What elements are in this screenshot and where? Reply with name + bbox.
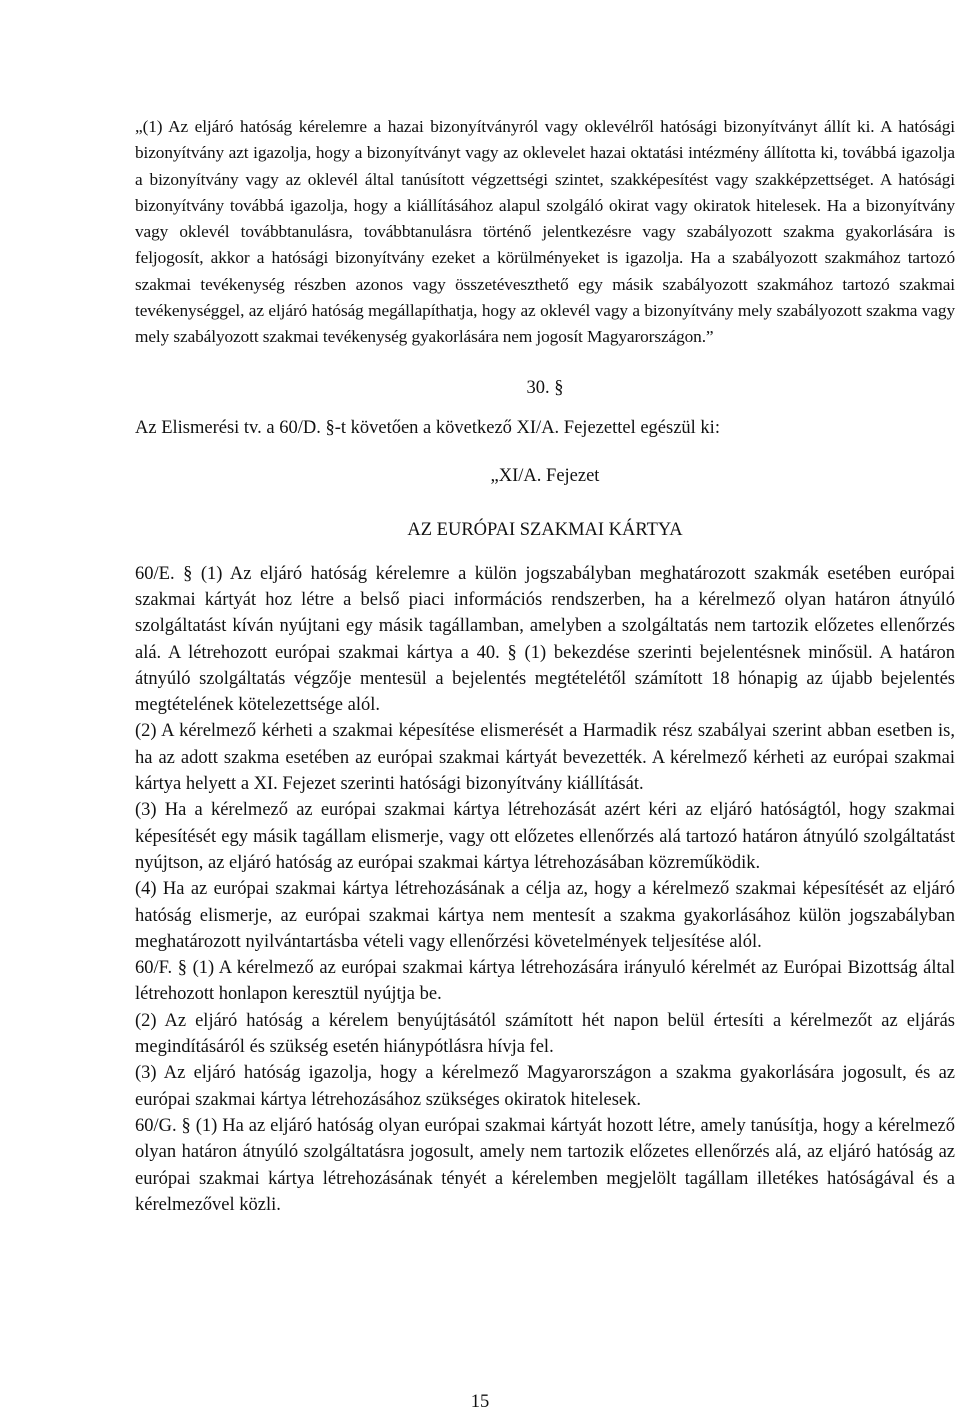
paragraph-60f-3: (3) Az eljáró hatóság igazolja, hogy a kérelmező Magyarországon a szakma gyakorlására jogosult, és az európai szakmai kártya létrehozásához szükséges okiratok hitelesek.	[135, 1063, 955, 1110]
amendment-intro: Az Elismerési tv. a 60/D. §-t követően a következő XI/A. Fejezettel egészül ki:	[135, 417, 720, 438]
document-page	[135, 114, 955, 1218]
paragraph-60f-2: (2) Az eljáró hatóság a kérelem benyújtásától számított hét napon belül értesíti a kérelmezőt az eljárás megindításáról és szükség esetén hiánypótlásra hívja fel.	[135, 1010, 955, 1058]
paragraph-60e-4: (4) Ha az európai szakmai kártya létrehozásának a célja az, hogy a kérelmező szakmai képesítését az eljáró hatóság elismerje, az európai szakmai kártya nem mentesít a szakma gyakorlásához külön jogszabályban meghatározott nyilvántartásba vételi vagy ellenőrzési követelmények teljesítése alól.	[135, 879, 955, 952]
section-number: 30. §	[526, 377, 564, 398]
chapter-label: „XI/A. Fejezet	[490, 465, 600, 486]
paragraph-60e-1: 60/E. § (1) Az eljáró hatóság kérelemre a külön jogszabályban meghatározott szakmák esetében európai szakmai kártyát hoz létre a belső piaci információs rendszerben, ha a kérelmező olyan határon átnyúló szolgáltatást kíván nyújtani egy másik tagállamban, amelyben a szolgáltatás nem tartozik előzetes ellenőrzés alá. A létrehozott európai szakmai kártya a 40. § (1) bekezdése szerinti bejelentésnek minősül. A határon átnyúló szolgáltatás végzője mentesül a bejelentés megtételétől számított 18 hónapig az újabb bejelentés megtételének kötelezettsége alól.	[135, 563, 955, 716]
paragraph-60f-1: 60/F. § (1) A kérelmező az európai szakmai kártya létrehozására irányuló kérelmét az Európai Bizottság által létrehozott honlapon keresztül nyújtja be.	[135, 958, 955, 1005]
paragraph-60e-3: (3) Ha a kérelmező az európai szakmai kártya létrehozását azért kéri az eljáró hatóságtól, hogy szakmai képesítését egy másik tagállam elismerje, vagy ott előzetes ellenőrzés alá tartozó határon átnyúló szolgáltatást nyújtson, az eljáró hatóság az európai szakmai kártya létrehozásában közreműködik.	[135, 800, 955, 873]
paragraph-quoted-provision: „(1) Az eljáró hatóság kérelemre a hazai bizonyítványról vagy oklevélről hatósági bizonyítványt állít ki. A hatósági bizonyítvány azt igazolja, hogy a bizonyítványt vagy az oklevelet hazai oktatási intézmény állította ki, továbbá igazolja a bizonyítvány vagy az oklevél által tanúsított végzettségi szintet, szakképesítést vagy szakképzettséget. A hatósági bizonyítvány továbbá igazolja, hogy a kiállításához alapul szolgáló okirat vagy okiratok hitelesek. Ha a bizonyítvány vagy oklevél továbbtanulásra, továbbtanulásra történő jelentkezésre vagy szabályozott szakma gyakorlására is feljogosít, akkor a hatósági bizonyítvány ezeket a körülményeket is igazolja. Ha a szabályozott szakmához tartozó szakmai tevékenység részben azonos vagy összetéveszthető egy másik szabályozott szakmához tartozó szakmai tevékenységgel, az eljáró hatóság megállapíthatja, hogy az oklevél vagy a bizonyítvány mely szabályozott szakma vagy mely szabályozott szakmai tevékenység gyakorlására nem jogosít Magyarországon.”	[135, 117, 955, 347]
chapter-body	[135, 561, 955, 1218]
paragraph-60e-2: (2) A kérelmező kérheti a szakmai képesítése elismerését a Harmadik rész szabályai szerint abban esetben is, ha az adott szakma esetében az európai szakmai kártyát bevezették. A kérelmező kérheti az európai szakmai kártya helyett a XI. Fejezet szerinti hatósági bizonyítvány kiállítását.	[135, 721, 955, 795]
page-number: 15	[470, 1392, 490, 1412]
chapter-title: AZ EURÓPAI SZAKMAI KÁRTYA	[407, 519, 683, 540]
paragraph-60g-1: 60/G. § (1) Ha az eljáró hatóság olyan európai szakmai kártyát hozott létre, amely tanúsítja, hogy a kérelmező olyan határon átnyúló szolgáltatásra jogosult, amely nem tartozik előzetes ellenőrzés alá, az eljáró hatóság az európai szakmai kártya létrehozásának tényét a kérelemben megjelölt tagállam illetékes hatóságával és a kérelmezővel közli.	[135, 1115, 955, 1215]
